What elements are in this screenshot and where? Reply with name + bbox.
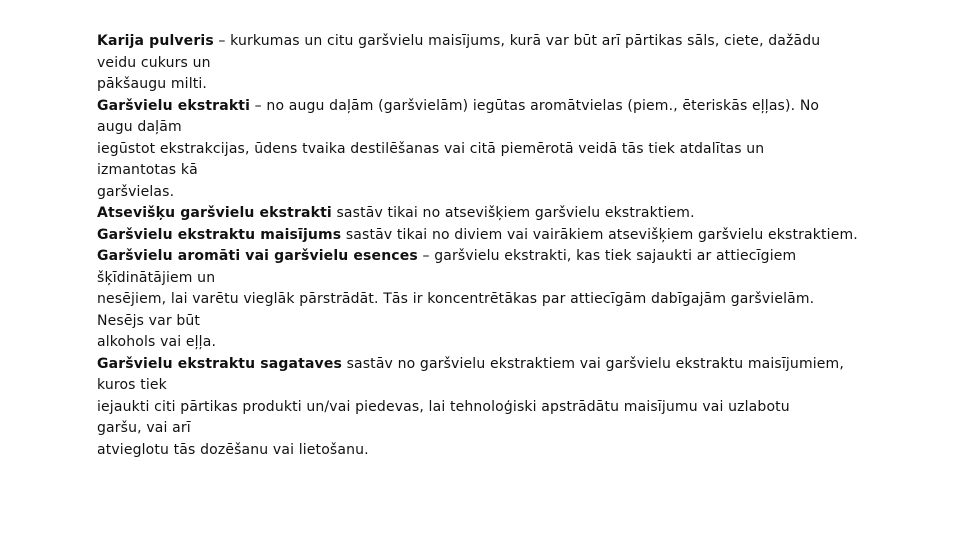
text-line [97, 225, 857, 247]
line-text: pākšaugu milti. [97, 76, 208, 92]
line-text: – kurkumas un citu garšvielu maisījums, kurā var būt arī pārtikas sāls, ciete, dažādu [213, 33, 821, 49]
text-line [97, 31, 857, 53]
text-line [97, 354, 857, 376]
paragraph [97, 203, 857, 225]
text-line [97, 160, 857, 182]
text-line [97, 53, 857, 75]
term-heading: Garšvielu ekstraktu sagataves [97, 355, 342, 372]
line-text: – no augu daļām (garšvielām) iegūtas aromātvielas (piem., ēteriskās eļļas). No [250, 97, 820, 114]
line-text: iejaukti citi pārtikas produkti un/vai piedevas, lai tehnoloģiski apstrādātu maisījumu vai uzlabotu [97, 398, 790, 415]
text-line [97, 418, 857, 440]
text-line [97, 268, 857, 290]
line-text: šķīdinātājiem un [97, 269, 216, 286]
text-line [97, 332, 857, 354]
term-heading: Garšvielu ekstrakti [97, 97, 251, 114]
text-line [97, 289, 857, 311]
line-text: sastāv tikai no diviem vai vairākiem atsevišķiem garšvielu ekstraktiem. [341, 226, 858, 243]
text-line [97, 203, 857, 225]
text-line [97, 440, 857, 462]
text-line [97, 74, 857, 96]
line-text: veidu cukurs un [97, 54, 211, 71]
term-heading: Garšvielu ekstraktu maisījums [97, 226, 342, 243]
term-heading: Garšvielu aromāti vai garšvielu esences [97, 248, 418, 264]
line-text: nesējiem, lai varētu vieglāk pārstrādāt. Tās ir koncentrētākas par attiecīgām dabīgajām garšvielām. [97, 291, 815, 307]
text-line [97, 96, 857, 118]
line-text: sastāv tikai no atsevišķiem garšvielu ekstraktiem. [331, 205, 695, 221]
line-text: augu daļām [97, 119, 182, 135]
line-text: iegūstot ekstrakcijas, ūdens tvaika destilēšanas vai citā piemērotā veidā tās tiek atdalītas un [97, 140, 765, 157]
term-heading: Atsevišķu garšvielu ekstrakti [97, 205, 332, 221]
line-text: izmantotas kā [97, 162, 198, 178]
line-text: garšu, vai arī [97, 420, 191, 436]
line-text: sastāv no garšvielu ekstraktiem vai garšvielu ekstraktu maisījumiem, [341, 355, 844, 372]
text-line [97, 311, 857, 333]
text-line [97, 375, 857, 397]
line-text: Nesējs var būt [97, 312, 201, 329]
document-text-block [97, 31, 857, 461]
line-text: atvieglotu tās dozēšanu vai lietošanu. [97, 441, 369, 458]
paragraph [97, 31, 857, 96]
text-line [97, 139, 857, 161]
paragraph [97, 354, 857, 462]
line-text: alkohols vai eļļa. [97, 334, 217, 350]
text-line [97, 117, 857, 139]
text-line [97, 182, 857, 204]
paragraph [97, 246, 857, 354]
text-line [97, 246, 857, 268]
line-text: – garšvielu ekstrakti, kas tiek sajaukti ar attiecīgiem [417, 248, 797, 264]
term-heading: Karija pulveris [97, 33, 214, 49]
text-line [97, 397, 857, 419]
paragraph [97, 96, 857, 204]
line-text: garšvielas. [97, 183, 175, 200]
line-text: kuros tiek [97, 377, 167, 393]
paragraph [97, 225, 857, 247]
